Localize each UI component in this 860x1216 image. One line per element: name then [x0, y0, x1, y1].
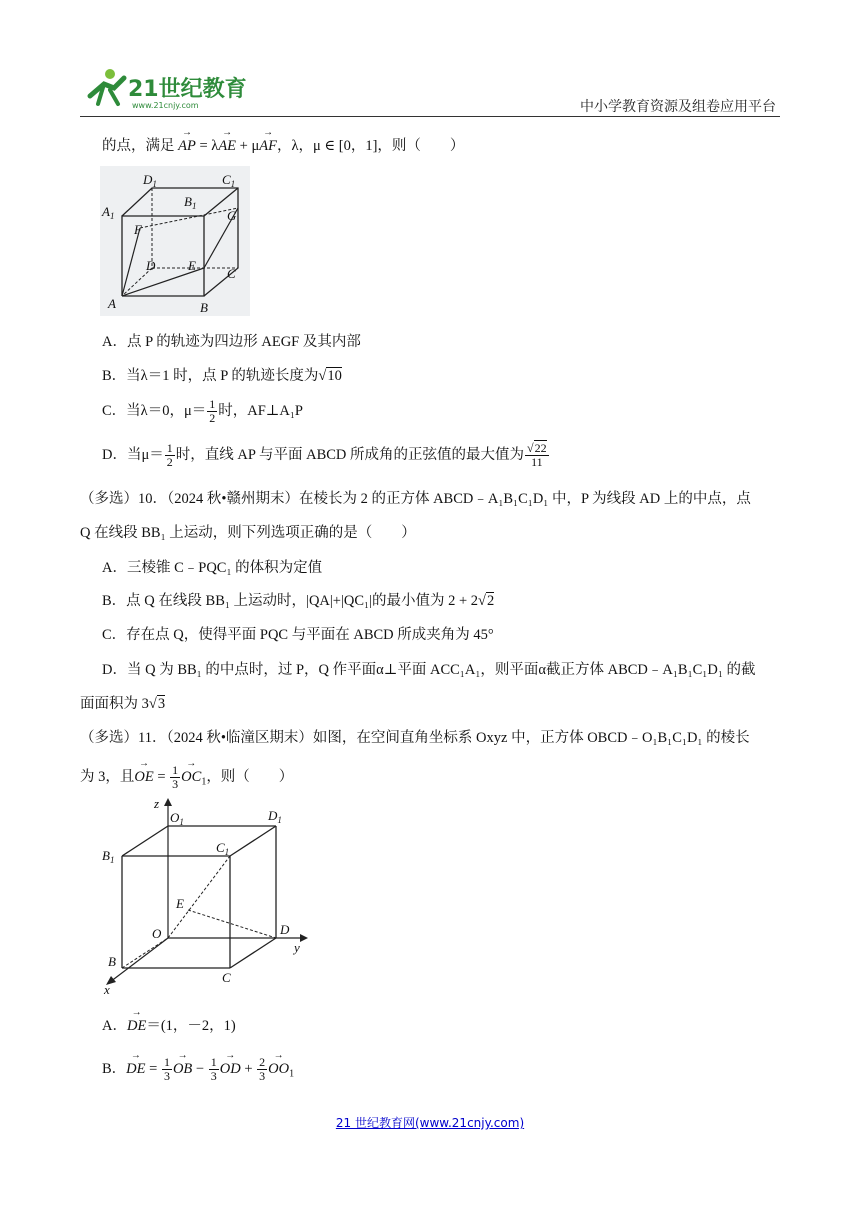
- label-C: C: [227, 266, 236, 281]
- q10-stem-line2: Q 在线段 BB₁ 上运动，则下列选项正确的是（ ）: [80, 525, 416, 541]
- q11-option-a: A．→ DE＝(1，－2，1): [102, 1014, 236, 1035]
- q9-option-c: C．当λ＝0，μ＝ $\frac{1}{2}$ 时，AF⊥A₁P: [102, 397, 303, 425]
- q10-option-c: C．存在点 Q，使得平面 PQC 与平面在 ABCD 所成夹角为 45°: [102, 627, 494, 643]
- label-C: C: [222, 970, 231, 985]
- q11-stem-line1: （多选）11．（2024 秋•临潼区期末）如图，在空间直角坐标系 Oxyz 中，正方体 OBCD﹣O₁B₁C₁D₁ 的棱长: [80, 730, 750, 746]
- label-A: A: [108, 296, 116, 311]
- label-z: z: [154, 796, 160, 811]
- label-D: D: [146, 258, 156, 273]
- label-B1: $B_1$: [102, 848, 115, 865]
- label-O1: $O_1$: [170, 810, 184, 827]
- site-logo: [80, 66, 255, 112]
- q9-option-d: D．当μ＝ $\frac{1}{2}$ 时，直线 AP 与平面 ABCD 所成角的正弦值的最大值为 $\frac{√22}{11}$: [102, 441, 547, 469]
- label-O: O: [152, 926, 162, 941]
- label-A1: $A_1$: [102, 204, 115, 221]
- label-C1: $C_1$: [222, 172, 236, 189]
- logo-text: 21世纪教育: [128, 77, 247, 102]
- q10-option-d-line2: 面面积为 3√3: [80, 696, 166, 712]
- label-D1: $D_1$: [143, 172, 157, 189]
- label-B1: $B_1$: [184, 194, 197, 211]
- label-B: B: [200, 300, 208, 315]
- label-F: F: [134, 222, 142, 237]
- footer-link[interactable]: 21 世纪教育网(www.21cnjy.com): [335, 1116, 525, 1130]
- q10-stem-line1: （多选）10．（2024 秋•赣州期末）在棱长为 2 的正方体 ABCD﹣A₁B₁C₁D₁ 中，P 为线段 AD 上的中点，点: [80, 491, 751, 507]
- label-E: E: [176, 896, 184, 911]
- q9-option-a: A．点 P 的轨迹为四边形 AEGF 及其内部: [102, 334, 361, 350]
- logo-url: www.21cnjy.com: [132, 101, 199, 110]
- q10-option-b: B．点 Q 在线段 BB₁ 上运动时，|QA|+|QC₁|的最小值为 2 + 2√2: [102, 593, 495, 609]
- label-y: y: [294, 940, 300, 955]
- q9-stem-tail: 的点，满足 → AP = λ→ AE + μ→ AF，λ，μ ∈ [0，1]，则（ ）: [102, 134, 464, 155]
- platform-name: 中小学教育资源及组卷应用平台: [580, 99, 776, 115]
- label-D1: $D_1$: [268, 808, 282, 825]
- label-D: D: [280, 922, 290, 937]
- runner-icon: [90, 69, 124, 104]
- q11-stem-line2: 为 3，且→ OE = $\frac{1}{3}$ → $OC_1$，则（ ）: [80, 764, 293, 791]
- label-E: E: [188, 258, 196, 273]
- q9-option-b: B．当λ＝1 时，点 P 的轨迹长度为√10: [102, 368, 342, 384]
- label-x: x: [104, 982, 110, 996]
- q10-option-d-line1: D．当 Q 为 BB₁ 的中点时，过 P，Q 作平面α⊥平面 ACC₁A₁，则平面α截正方体 ABCD﹣A₁B₁C₁D₁ 的截: [102, 662, 756, 678]
- label-C1: $C_1$: [216, 840, 230, 857]
- q9-cube-figure: [100, 166, 250, 316]
- label-B: B: [108, 954, 116, 969]
- q11-option-b: B．→ DE = $\frac{1}{3}$ → OB − $\frac{1}{3}$ → OD + $\frac{2}{3}$ → $OO_1$: [102, 1056, 294, 1083]
- label-G: G: [227, 208, 237, 223]
- q11-cube-figure: [96, 796, 318, 996]
- q10-option-a: A．三棱锥 C﹣PQC₁ 的体积为定值: [102, 560, 323, 576]
- header-divider: [80, 116, 780, 117]
